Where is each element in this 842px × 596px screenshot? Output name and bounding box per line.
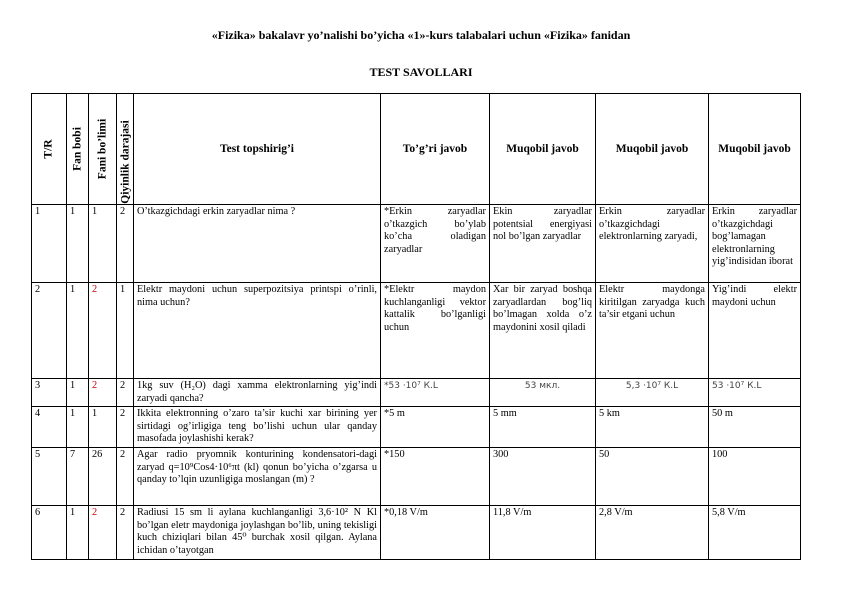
- col-header-qiyinlik: Qiyinlik darajasi: [117, 94, 134, 205]
- col-header-fani-bolimi: Fani bo’limi: [89, 94, 117, 205]
- cell-tr: 3: [32, 379, 67, 407]
- cell-bolim: 2: [89, 283, 117, 379]
- cell-correct-answer: *53 ·10⁷ К.L: [381, 379, 490, 407]
- table-row: [32, 407, 801, 448]
- cell-bob: 1: [67, 205, 89, 283]
- col-header-muqobil-2: Muqobil javob: [596, 94, 709, 205]
- cell-daraja: 2: [117, 447, 134, 505]
- cell-bob: 1: [67, 505, 89, 559]
- cell-question: Agar radio pryomnik konturining kondensatori-dagi zaryad q=10⁹Cos4·10⁶πt (kl) qonun bo’yicha o’zgarsa u qanday to’lqin uzunligiga moslangan (m) ?: [134, 447, 381, 505]
- col-header-fan-bobi: Fan bobi: [67, 94, 89, 205]
- cell-bolim: 26: [89, 447, 117, 505]
- cell-alt-answer-3: Yig’indi elektr maydoni uchun: [709, 283, 801, 379]
- cell-alt-answer-1: 53 мкл.: [490, 379, 596, 407]
- cell-correct-answer: *Elektr maydon kuchlanganligi vektor kattalik bo’lganligi uchun: [381, 283, 490, 379]
- cell-alt-answer-1: 300: [490, 447, 596, 505]
- test-questions-table: [31, 93, 801, 560]
- cell-correct-answer: *150: [381, 447, 490, 505]
- col-header-tr: T/R: [32, 94, 67, 205]
- table-row: [32, 379, 801, 407]
- cell-alt-answer-2: 2,8 V/m: [596, 505, 709, 559]
- cell-tr: 2: [32, 283, 67, 379]
- cell-alt-answer-1: Ekin zaryadlar potentsial energiyasi nol bo’lgan zaryadlar: [490, 205, 596, 283]
- cell-tr: 1: [32, 205, 67, 283]
- cell-correct-answer: *Erkin zaryadlar o’tkazgich bo’ylab ko’cha oladigan zaryadlar: [381, 205, 490, 283]
- cell-bob: 1: [67, 407, 89, 448]
- table-row: [32, 205, 801, 283]
- col-header-muqobil-3: Muqobil javob: [709, 94, 801, 205]
- cell-bob: 1: [67, 379, 89, 407]
- cell-question: Radiusi 15 sm li aylana kuchlanganligi 3,6·10² N Kl bo’lgan eletr maydoniga joylashgan bo’lib, uning tekisligi kuch chiziqlari bilan 45⁰ burchak xosil qilgan. Aylana ichidan o’tayotgan: [134, 505, 381, 559]
- cell-daraja: 2: [117, 407, 134, 448]
- cell-alt-answer-3: 53 ·10⁷ К.L: [709, 379, 801, 407]
- cell-tr: 5: [32, 447, 67, 505]
- document-subtitle: TEST SAVOLLARI: [369, 65, 473, 79]
- cell-alt-answer-3: 5,8 V/m: [709, 505, 801, 559]
- cell-question: Elektr maydoni uchun superpozitsiya printspi o’rinli, nima uchun?: [134, 283, 381, 379]
- cell-alt-answer-1: 11,8 V/m: [490, 505, 596, 559]
- cell-alt-answer-2: Erkin zaryadlar o’tkazgichdagi elektronlarning zaryadi,: [596, 205, 709, 283]
- cell-question: O’tkazgichdagi erkin zaryadlar nima ?: [134, 205, 381, 283]
- cell-alt-answer-2: Elektr maydonga kiritilgan zaryadga kuch ta’sir etgani uchun: [596, 283, 709, 379]
- cell-alt-answer-3: 100: [709, 447, 801, 505]
- cell-alt-answer-1: 5 mm: [490, 407, 596, 448]
- cell-bolim: 1: [89, 407, 117, 448]
- cell-alt-answer-3: 50 m: [709, 407, 801, 448]
- col-header-muqobil-1: Muqobil javob: [490, 94, 596, 205]
- cell-bob: 7: [67, 447, 89, 505]
- cell-question: 1kg suv (H₂O) dagi xamma elektronlarning yig’indi zaryadi qancha?: [134, 379, 381, 407]
- cell-bolim: 1: [89, 205, 117, 283]
- table-row: [32, 283, 801, 379]
- cell-alt-answer-2: 5 km: [596, 407, 709, 448]
- cell-alt-answer-2: 50: [596, 447, 709, 505]
- cell-bob: 1: [67, 283, 89, 379]
- cell-bolim: 2: [89, 505, 117, 559]
- cell-tr: 6: [32, 505, 67, 559]
- cell-tr: 4: [32, 407, 67, 448]
- table-header-row: [32, 94, 801, 205]
- cell-alt-answer-1: Xar bir zaryad boshqa zaryadlardan bog’liq bo’lmagan xolda o’z maydonini xosil qiladi: [490, 283, 596, 379]
- cell-alt-answer-3: Erkin zaryadlar o’tkazgichdagi bog’lamagan elektronlarning yig’indisidan iborat: [709, 205, 801, 283]
- col-header-togri-javob: To’g’ri javob: [381, 94, 490, 205]
- table-row: [32, 447, 801, 505]
- cell-alt-answer-2: 5,3 ·10⁷ К.L: [596, 379, 709, 407]
- cell-daraja: 2: [117, 205, 134, 283]
- cell-correct-answer: *5 m: [381, 407, 490, 448]
- col-header-topshiriq: Test topshirig’i: [134, 94, 381, 205]
- cell-daraja: 2: [117, 379, 134, 407]
- cell-correct-answer: *0,18 V/m: [381, 505, 490, 559]
- table-row: [32, 505, 801, 559]
- cell-daraja: 2: [117, 505, 134, 559]
- document-title: «Fizika» bakalavr yo’nalishi bo’yicha «1»-kurs talabalari uchun «Fizika» fanidan: [211, 28, 631, 42]
- cell-daraja: 1: [117, 283, 134, 379]
- cell-question: Ikkita elektronning o’zaro ta’sir kuchi xar birining yer sirtidagi og’irligiga teng bo’lishi uchun ular qanday masofada joylashishi kerak?: [134, 407, 381, 448]
- cell-bolim: 2: [89, 379, 117, 407]
